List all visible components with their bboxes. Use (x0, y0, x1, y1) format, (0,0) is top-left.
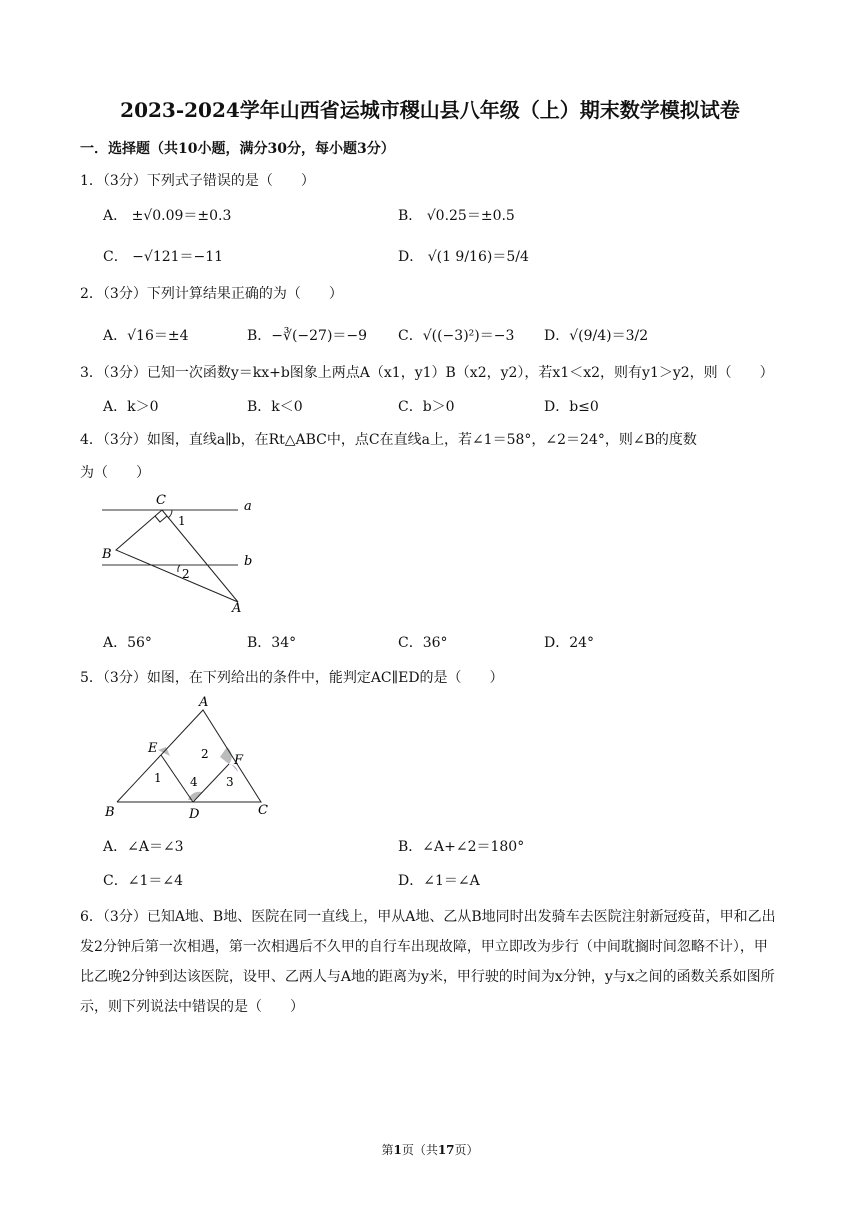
q3-option-a: A．k＞0 (103, 399, 159, 415)
q3-option-c: C．b＞0 (398, 399, 455, 415)
q4-option-c: C．36° (398, 635, 448, 651)
footer-suffix: 页） (454, 1143, 479, 1157)
q1-d-expr: √(1 9/16)＝5/4 (427, 249, 529, 265)
footer-prefix: 第 (381, 1143, 394, 1157)
point-f-label: F (234, 753, 244, 768)
q1-d-label: D． (398, 249, 424, 265)
point-d-label: D (189, 807, 200, 820)
q1-b-label: B． (398, 208, 423, 224)
q4-option-a: A．56° (103, 635, 152, 651)
angle-1-arc (168, 510, 172, 518)
q5-option-c: C．∠1＝∠4 (103, 873, 183, 889)
q1-c-label: C． (103, 249, 128, 265)
footer-page-number: 1 (393, 1143, 402, 1157)
angle-3-label: 3 (226, 775, 234, 789)
line-b-label: b (244, 554, 253, 569)
angle-2-arc (178, 565, 180, 572)
q2-option-c: C．√((−3)²)＝−3 (398, 328, 515, 344)
point-b-label: B (105, 805, 115, 820)
q1-option-d (398, 246, 529, 266)
q3-stem: 3．（3分）已知一次函数y＝kx+b图象上两点A（x1，y1）B（x2，y2），若x1＜x2，则有y1＞y2，则（ ） (80, 365, 774, 381)
angle-4-label: 4 (190, 775, 198, 789)
angle-1-label: 1 (154, 771, 162, 785)
right-angle-mark (155, 516, 167, 522)
q2-option-b: B．−∛(−27)＝−9 (247, 328, 368, 344)
triangle-abc (116, 510, 238, 602)
section-heading: 一．选择题（共10小题，满分30分，每小题3分） (80, 141, 395, 157)
point-a-label: A (232, 601, 242, 615)
q4-stem-line2: 为（ ） (80, 465, 150, 481)
point-a-label: A (199, 695, 209, 710)
q3-option-b: B．k＜0 (247, 399, 303, 415)
q1-b-expr: √0.25＝±0.5 (426, 208, 515, 224)
q2-option-d: D．√(9/4)＝3/2 (544, 328, 649, 344)
angle-1-label: 1 (178, 514, 186, 528)
page-footer (0, 1141, 860, 1158)
point-c-label: C (258, 803, 268, 818)
point-c-label: C (156, 493, 166, 508)
segment-ed (161, 755, 193, 802)
q4-figure (98, 490, 263, 615)
segment-df (193, 764, 229, 802)
angle-4-shade (188, 792, 202, 800)
q1-a-label: A． (103, 208, 128, 224)
line-a-label: a (244, 499, 252, 514)
angle-2-label: 2 (201, 747, 209, 761)
q4-option-b: B．34° (247, 635, 297, 651)
q2-option-a: A．√16＝±4 (103, 328, 189, 344)
q5-stem: 5．（3分）如图，在下列给出的条件中，能判定AC∥ED的是（ ） (80, 670, 504, 686)
q1-option-b (398, 205, 515, 225)
q4-stem-line1: 4．（3分）如图，直线a∥b，在Rt△ABC中，点C在直线a上，若∠1＝58°，∠2＝24°，则∠B的度数 (80, 432, 697, 448)
angle-2-shade (220, 747, 232, 764)
q4-option-d: D．24° (544, 635, 595, 651)
q5-figure (98, 692, 273, 820)
q5-option-d: D．∠1＝∠A (398, 873, 480, 889)
q5-option-a: A．∠A＝∠3 (103, 839, 184, 855)
footer-total-pages: 17 (437, 1143, 455, 1157)
page-title: 2023-2024学年山西省运城市稷山县八年级（上）期末数学模拟试卷 (120, 98, 740, 122)
q1-stem: 1．（3分）下列式子错误的是（ ） (80, 173, 315, 189)
footer-mid: 页（共 (401, 1143, 438, 1157)
q2-stem: 2．（3分）下列计算结果正确的为（ ） (80, 286, 343, 302)
q6-stem: 6．（3分）已知A地、B地、医院在同一直线上，甲从A地、乙从B地同时出发骑车去医院注射新冠疫苗，甲和乙出发2分钟后第一次相遇，第一次相遇后不久甲的自行车出现故障，甲立即改为步行（中间耽搁时间忽略不计），甲比乙晚2分钟到达该医院，设甲、乙两人与A地的距离为y米，甲行驶的时间为x分钟，y与x之间的函数关系如图所示，则下列说法中错误的是（ ） (80, 909, 776, 1015)
q1-a-expr: ±√0.09＝±0.3 (131, 208, 232, 224)
point-b-label: B (102, 547, 112, 562)
point-e-label: E (148, 741, 158, 756)
q1-option-c (103, 246, 223, 266)
q5-option-b: B．∠A+∠2＝180° (398, 839, 525, 855)
q1-c-expr: −√121＝−11 (132, 249, 224, 265)
q1-option-a (103, 205, 231, 225)
q3-option-d: D．b≤0 (544, 399, 599, 415)
angle-2-label: 2 (182, 567, 190, 581)
